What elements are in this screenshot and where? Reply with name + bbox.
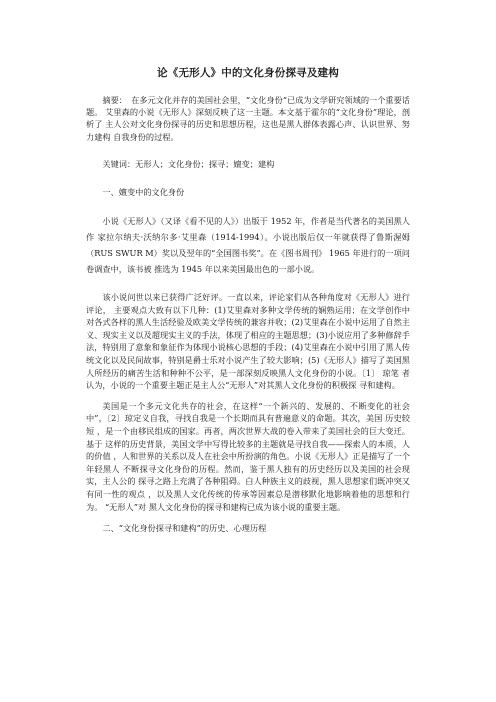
section1-paragraph-3: 美国是一个多元文化共存的社会，在这样“一个新兴的、发展的、不断变化的社会中”，〔2〕琼定义自我，寻找自我是一个长期而具有普遍意义的命题。其次，美国 历史较短 ，是一个由移民组成的国家。再者，两次世界大战的卷入带来了美国社会的巨大变迁。基于 这样的历史背景，美国文学中写得比较多的主题就是寻找自我——探索人的本质，人的价值 ，人和世界的关系以及人在社会中所扮演的角色。小说《无形人》正是描写了一个年轻黑人 不断探寻文化身份的历程。然而，鉴于黑人独有的历史经历以及美国的社会现实，主人公的 探寻之路上充满了各种阻碍。白人种族主义的歧视，黑人思想家们既冲突又有同一性的观点 ，以及黑人文化传统的传承等因素总是潜移默化地影响着他的思想和行为。 “无形人”对 黑人文化身份的探寻和建构已成为该小说的重要主题。 [86, 400, 410, 512]
section1-paragraph-2: 该小说问世以来已获得广泛好评。一直以来，评论家们从各种角度对《无形人》进行评论， 主要观点大致有以下几种：(1)艾里森对多种文学传统的娴熟运用；在文学创作中对各式各样的黑人生活经验及欧美文学传统的兼容并收；(2)艾里森在小说中运用了自然主 义、现实主义以及超现实主义的手法，体现了相应的主题思想；(3)小说应用了多种修辞手 法，特别用了意象和象征作为体现小说核心思想的手段；(4)艾里森在小说中引用了黑人传 统文化以及民间故事，特别是爵士乐对小说产生了较大影响；(5)《无形人》描写了美国黑 人所经历的痛苦生活和种种不公平，是一部深刻反映黑人文化身份的小说。〔1〕 琼笔 者认为，小说的一个重要主题正是主人公“无形人”对其黑人文化身份的积极探 寻和建构。 [86, 292, 410, 391]
document-title: 论《无形人》中的文化身份探寻及建构 [157, 67, 339, 79]
spacer [86, 171, 410, 185]
spacer [86, 277, 410, 291]
spacer [86, 143, 410, 157]
keywords-line: 关键词：无形人；文化身份；探寻；嬗变；建构 [102, 158, 275, 169]
spacer [86, 199, 410, 213]
section-heading-1: 一、嬗变中的文化身份 [102, 186, 185, 197]
section1-paragraph-1: 小说《无形人》（又译《看不见的人》）出版于 1952 年，作者是当代著名的美国黑人作 家拉尔纳夫·沃纳尔多·艾里森（1914-1994）。小说出版后仅一年就获得了鲁斯渥姆（RUS SWUR M）奖以及翌年的“全国图书奖”。在《图书周刊》 1965 年进行的一项问卷调查中，该书被 推选为 1945 年以来美国最出色的一部小说。 [86, 216, 410, 274]
section-heading-2: 二、“文化身份探寻和建构”的历史、心理历程 [102, 523, 267, 534]
abstract-paragraph: 摘要： 在多元文化并存的美国社会里，“文化身份”已成为文学研究领域的一个重要话题。 艾里森的小说《无形人》深刻反映了这一主题。本文基于霍尔的“文化身份”理论，剖析了 主人公对文化身份探寻的历史和思想历程，这也是黑人群体表露心声、认识世界、努力建构 自我身份的过程。 [86, 95, 410, 142]
spacer [86, 513, 410, 521]
spacer [86, 392, 410, 400]
